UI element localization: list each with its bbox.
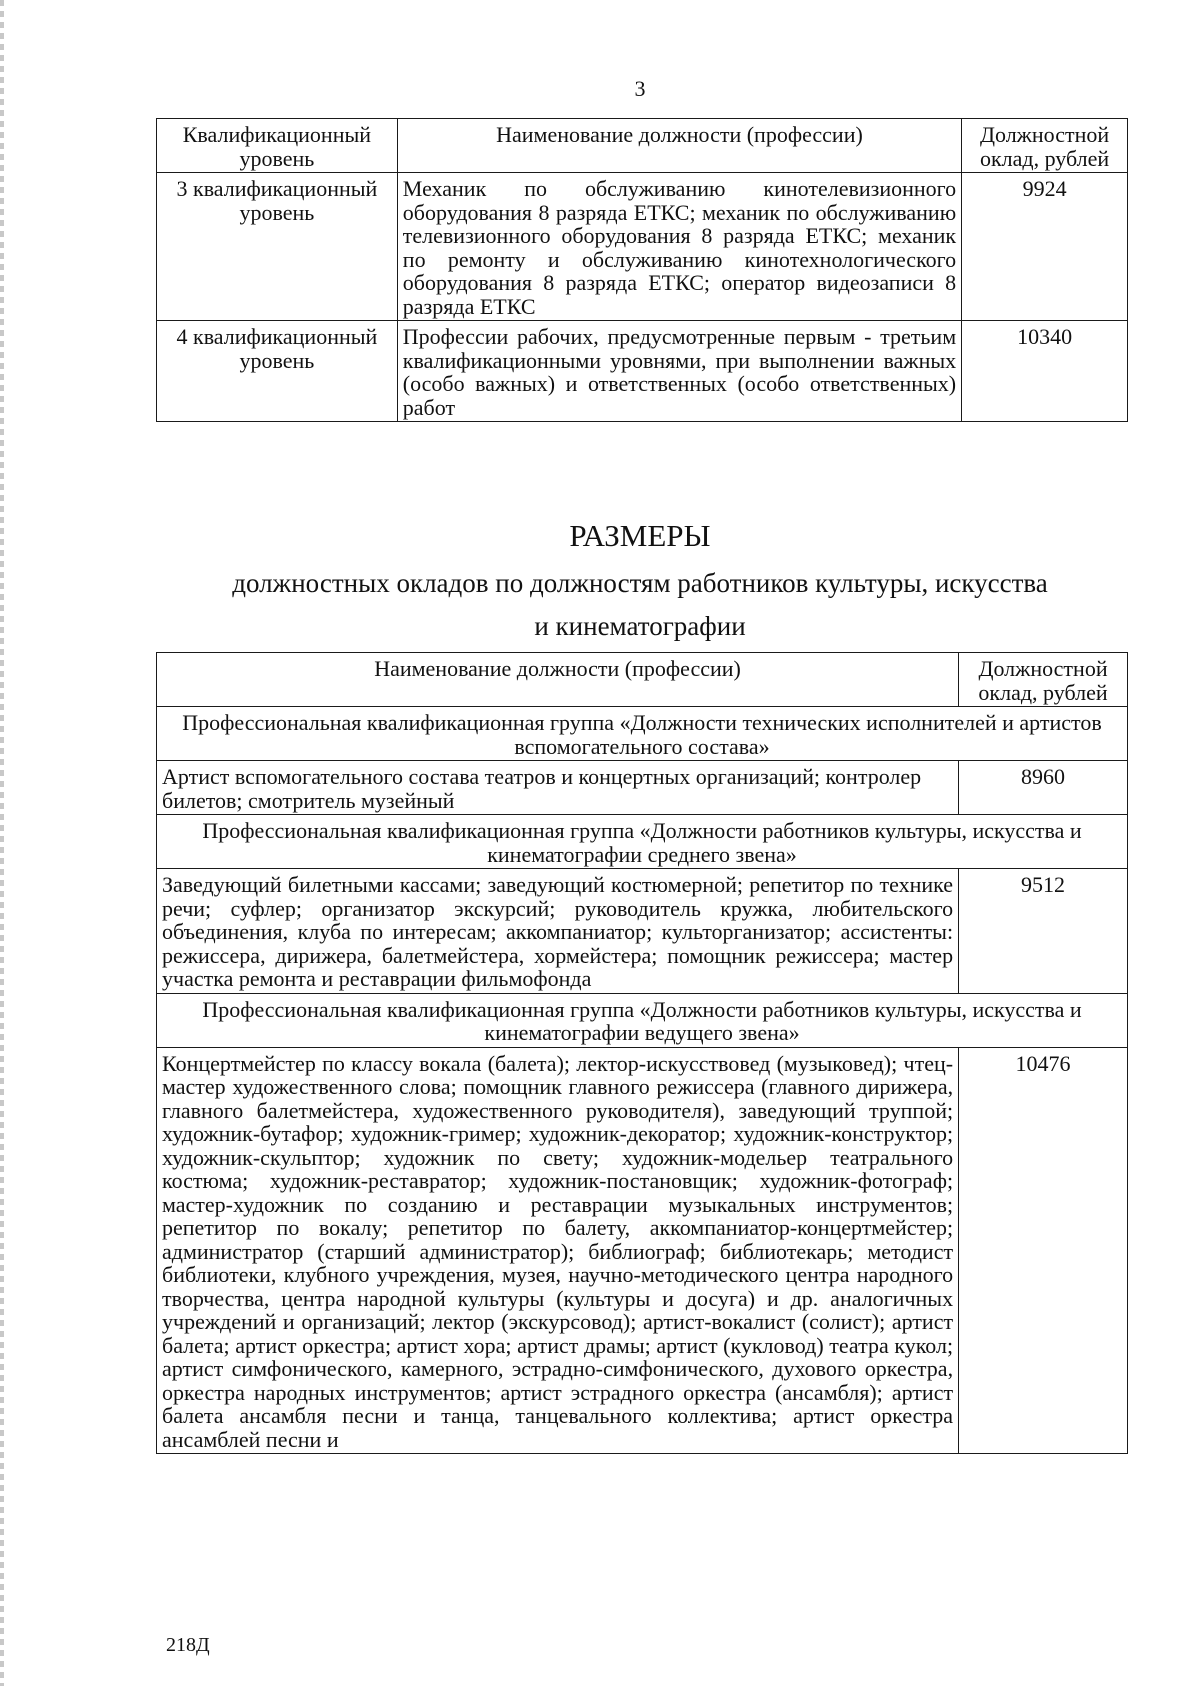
header-salary: Должностной оклад, рублей xyxy=(962,119,1128,173)
scan-edge xyxy=(0,0,4,1686)
table-row xyxy=(157,173,1128,321)
row-positions: Профессии рабочих, предусмотренные первым - третьим квалификационными уровнями, при выполнении важных (особо важных) и ответственных (особо ответственных) работ xyxy=(397,321,961,422)
table-header-row xyxy=(157,119,1128,173)
group-title: Профессиональная квалификационная группа «Должности технических исполнителей и артистов вспомогательного состава» xyxy=(157,707,1128,761)
table-row xyxy=(157,1047,1128,1454)
row-salary: 9924 xyxy=(962,173,1128,321)
group-title: Профессиональная квалификационная группа «Должности работников культуры, искусства и кинематографии среднего звена» xyxy=(157,815,1128,869)
table-row xyxy=(157,761,1128,815)
row-level: 4 квалификационный уровень xyxy=(157,321,398,422)
header-level: Квалификационный уровень xyxy=(157,119,398,173)
row-salary: 10476 xyxy=(959,1047,1128,1454)
group-row xyxy=(157,815,1128,869)
qualification-levels-table xyxy=(156,118,1128,422)
section-subtitle-line2: и кинематографии xyxy=(534,611,746,641)
row-positions: Концертмейстер по классу вокала (балета); лектор-искусствовед (музыковед); чтец-мастер художественного слова; помощник главного режиссера (главного дирижера, главного балетмейстера, художественного руководителя), заведующий труппой; художник-бутафор; художник-гример; художник-декоратор; художник-конструктор; художник-скульптор; художник по свету; художник-модельер театрального костюма; художник-реставратор; художник-постановщик; художник-фотограф; мастер-художник по созданию и реставрации музыкальных инструментов; репетитор по вокалу; репетитор по балету, аккомпаниатор-концертмейстер; администратор (старший администратор); библиограф; библиотекарь; методист библиотеки, клубного учреждения, музея, научно-методического центра народного творчества, центра народной культуры (культуры и досуга) и др. аналогичных учреждений и организаций; лектор (экскурсовод); артист-вокалист (солист); артист балета; артист оркестра; артист хора; артист драмы; артист (кукловод) театра кукол; артист симфонического, камерного, эстрадно-симфонического, духового оркестра, оркестра народных инструментов; артист эстрадного оркестра (ансамбля); артист балета ансамбля песни и танца, танцевального коллектива; артист оркестра ансамблей песни и xyxy=(157,1047,959,1454)
group-title: Профессиональная квалификационная группа «Должности работников культуры, искусства и кинематографии ведущего звена» xyxy=(157,993,1128,1047)
section-subtitle-line1: должностных окладов по должностям работников культуры, искусства xyxy=(232,568,1048,598)
table-row xyxy=(157,321,1128,422)
row-level: 3 квалификационный уровень xyxy=(157,173,398,321)
culture-salaries-table xyxy=(156,652,1128,1454)
group-row xyxy=(157,993,1128,1047)
header-salary: Должностной оклад, рублей xyxy=(959,653,1128,707)
document-code: 218Д xyxy=(166,1634,210,1656)
row-salary: 9512 xyxy=(959,869,1128,994)
table-row xyxy=(157,869,1128,994)
table-header-row xyxy=(157,653,1128,707)
row-positions: Механик по обслуживанию кинотелевизионного оборудования 8 разряда ЕТКС; механик по обслуживанию телевизионного оборудования 8 разряда ЕТКС; механик по ремонту и обслуживанию кинотехнологического оборудования 8 разряда ЕТКС; оператор видеозаписи 8 разряда ЕТКС xyxy=(397,173,961,321)
header-position: Наименование должности (профессии) xyxy=(157,653,959,707)
row-salary: 10340 xyxy=(962,321,1128,422)
section-title: РАЗМЕРЫ xyxy=(569,518,711,553)
group-row xyxy=(157,707,1128,761)
row-positions: Артист вспомогательного состава театров и концертных организаций; контролер билетов; смотритель музейный xyxy=(157,761,959,815)
row-positions: Заведующий билетными кассами; заведующий костюмерной; репетитор по технике речи; суфлер; организатор экскурсий; руководитель кружка, любительского объединения, клуба по интересам; аккомпаниатор; культорганизатор; ассистенты: режиссера, дирижера, балетмейстера, хормейстера; помощник режиссера; мастер участка ремонта и реставрации фильмофонда xyxy=(157,869,959,994)
header-position: Наименование должности (профессии) xyxy=(397,119,961,173)
row-salary: 8960 xyxy=(959,761,1128,815)
page-number: 3 xyxy=(634,76,646,101)
